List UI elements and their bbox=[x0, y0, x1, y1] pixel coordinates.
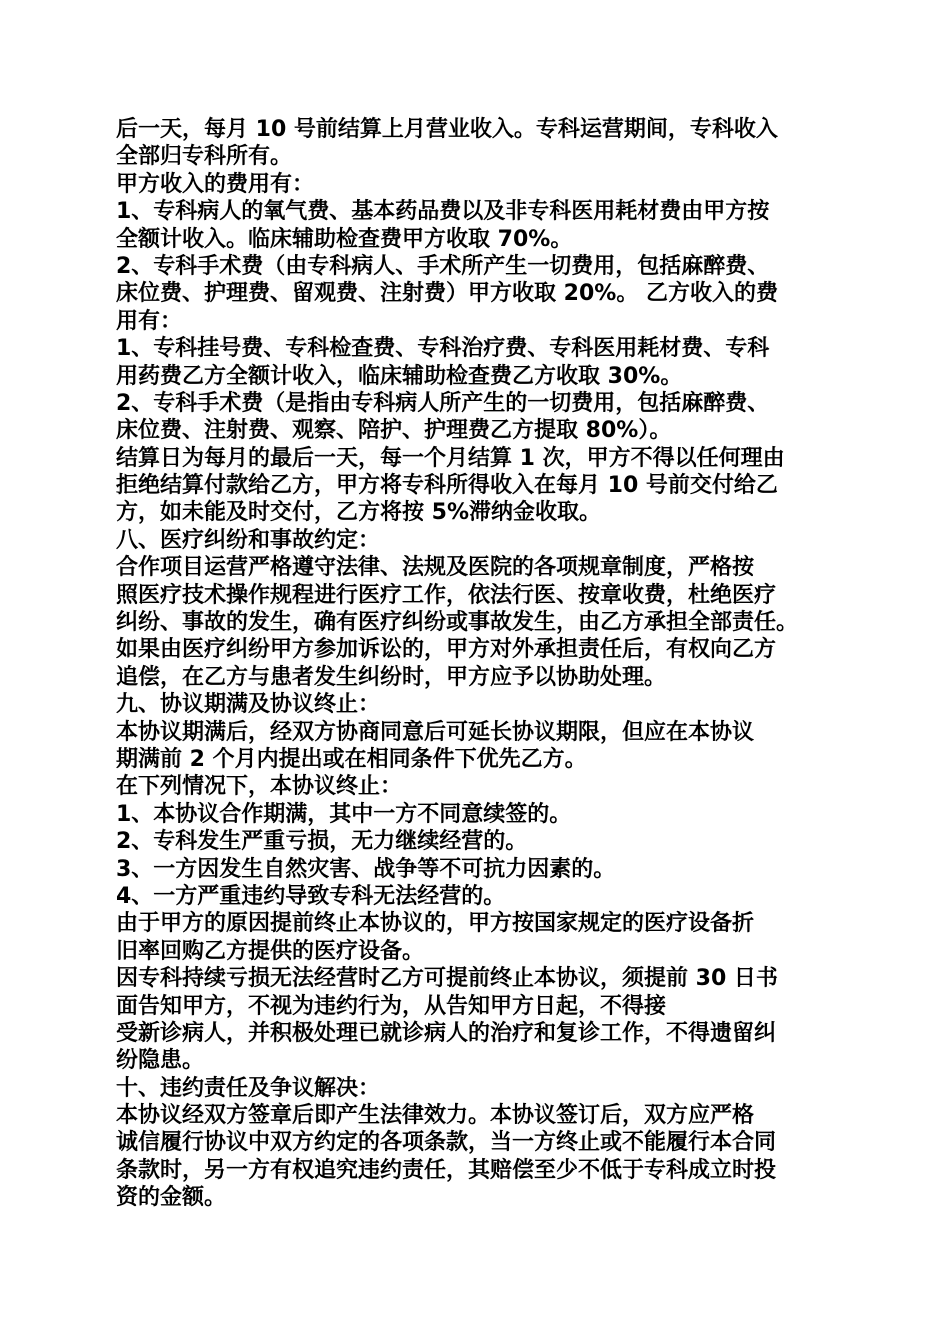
text-line: 1、专科病人的氧气费、基本药品费以及非专科医用耗材费由甲方按 bbox=[116, 199, 770, 225]
text-line: 2、专科手术费（由专科病人、手术所产生一切费用，包括麻醉费、 bbox=[116, 253, 770, 279]
text-line: 如果由医疗纠纷甲方参加诉讼的，甲方对外承担责任后，有权向乙方 bbox=[116, 637, 777, 663]
text-line: 诚信履行协议中双方约定的各项条款，当一方终止或不能履行本合同 bbox=[116, 1130, 777, 1156]
text-line: 本协议经双方签章后即产生法律效力。本协议签订后，双方应严格 bbox=[116, 1103, 755, 1129]
section-heading: 九、协议期满及协议终止： bbox=[116, 692, 381, 718]
text-line: 合作项目运营严格遵守法律、法规及医院的各项规章制度，严格按 bbox=[116, 555, 755, 581]
text-line: 资的金额。 bbox=[116, 1185, 227, 1211]
text-line: 1、本协议合作期满，其中一方不同意续签的。 bbox=[116, 801, 572, 827]
text-line: 因专科持续亏损无法经营时乙方可提前终止本协议，须提前 30 日书 bbox=[116, 966, 778, 992]
text-line: 全额计收入。临床辅助检查费甲方收取 70%。 bbox=[116, 226, 573, 252]
text-line: 受新诊病人，并积极处理已就诊病人的治疗和复诊工作，不得遗留纠 bbox=[116, 1020, 777, 1046]
text-line: 3、一方因发生自然灾害、战争等不可抗力因素的。 bbox=[116, 856, 616, 882]
text-line: 2、专科手术费（是指由专科病人所产生的一切费用，包括麻醉费、 bbox=[116, 390, 770, 416]
text-line: 追偿，在乙方与患者发生纠纷时，甲方应予以协助处理。 bbox=[116, 664, 667, 690]
text-line: 照医疗技术操作规程进行医疗工作，依法行医、按章收费，杜绝医疗 bbox=[116, 582, 777, 608]
text-line: 全部归专科所有。 bbox=[116, 144, 293, 170]
text-line: 纷隐患。 bbox=[116, 1048, 205, 1074]
text-line: 用有： bbox=[116, 308, 183, 334]
text-line: 方，如未能及时交付，乙方将按 5%滞纳金收取。 bbox=[116, 500, 602, 526]
text-line: 2、专科发生严重亏损，无力继续经营的。 bbox=[116, 829, 528, 855]
text-line: 由于甲方的原因提前终止本协议的，甲方按国家规定的医疗设备折 bbox=[116, 911, 755, 937]
text-line: 期满前 2 个月内提出或在相同条件下优先乙方。 bbox=[116, 746, 587, 772]
section-heading: 八、医疗纠纷和事故约定： bbox=[116, 527, 381, 553]
text-line: 床位费、护理费、留观费、注射费）甲方收取 20%。 乙方收入的费 bbox=[116, 281, 778, 307]
document-body bbox=[116, 116, 856, 1212]
text-line: 在下列情况下，本协议终止： bbox=[116, 774, 403, 800]
section-heading: 甲方收入的费用有： bbox=[116, 171, 315, 197]
text-line: 结算日为每月的最后一天，每一个月结算 1 次，甲方不得以任何理由 bbox=[116, 445, 785, 471]
text-line: 床位费、注射费、观察、陪护、护理费乙方提取 80%）。 bbox=[116, 418, 672, 444]
text-line: 旧率回购乙方提供的医疗设备。 bbox=[116, 938, 425, 964]
text-line: 1、专科挂号费、专科检查费、专科治疗费、专科医用耗材费、专科 bbox=[116, 336, 770, 362]
text-line: 拒绝结算付款给乙方，甲方将专科所得收入在每月 10 号前交付给乙 bbox=[116, 473, 778, 499]
text-line: 4、一方严重违约导致专科无法经营的。 bbox=[116, 883, 506, 909]
section-heading: 十、违约责任及争议解决： bbox=[116, 1075, 381, 1101]
text-line: 纠纷、事故的发生，确有医疗纠纷或事故发生，由乙方承担全部责任。 bbox=[116, 610, 799, 636]
text-line: 条款时，另一方有权追究违约责任，其赔偿至少不低于专科成立时投 bbox=[116, 1157, 777, 1183]
text-line: 面告知甲方，不视为违约行为，从告知甲方日起，不得接 bbox=[116, 993, 667, 1019]
text-line: 本协议期满后，经双方协商同意后可延长协议期限，但应在本协议 bbox=[116, 719, 755, 745]
text-line: 后一天，每月 10 号前结算上月营业收入。专科运营期间，专科收入 bbox=[116, 117, 778, 142]
text-line: 用药费乙方全额计收入，临床辅助检查费乙方收取 30%。 bbox=[116, 363, 683, 389]
